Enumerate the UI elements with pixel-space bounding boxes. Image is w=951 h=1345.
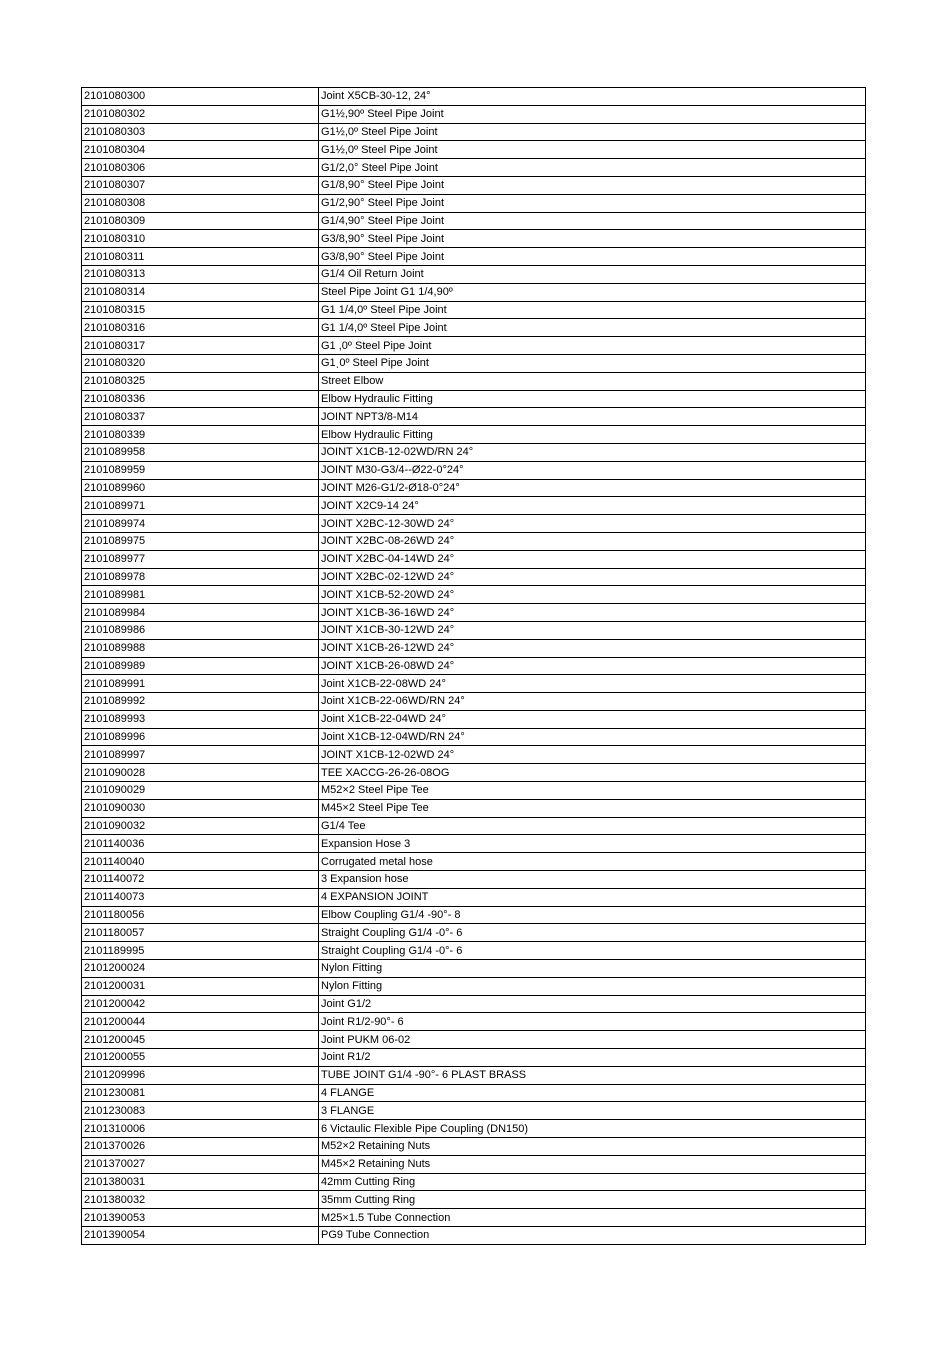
part-description-cell: G1/4 Tee bbox=[319, 817, 866, 835]
table-row bbox=[82, 657, 866, 675]
table-row bbox=[82, 568, 866, 586]
part-description-cell: 6 Victaulic Flexible Pipe Coupling (DN150) bbox=[319, 1120, 866, 1138]
part-code-cell: 2101080302 bbox=[82, 105, 319, 123]
part-code-cell: 2101080310 bbox=[82, 230, 319, 248]
table-row bbox=[82, 497, 866, 515]
part-code-cell: 2101089993 bbox=[82, 710, 319, 728]
table-row bbox=[82, 693, 866, 711]
part-description-cell: 42mm Cutting Ring bbox=[319, 1173, 866, 1191]
part-description-cell: JOINT X2BC-08-26WD 24° bbox=[319, 532, 866, 550]
part-description-cell: Steel Pipe Joint G1 1/4,90º bbox=[319, 283, 866, 301]
part-code-cell: 2101090032 bbox=[82, 817, 319, 835]
part-description-cell: G1½,90º Steel Pipe Joint bbox=[319, 105, 866, 123]
table-row bbox=[82, 88, 866, 106]
part-description-cell: Joint X1CB-22-08WD 24° bbox=[319, 675, 866, 693]
table-row bbox=[82, 728, 866, 746]
part-description-cell: Elbow Hydraulic Fitting bbox=[319, 426, 866, 444]
part-description-cell: G1ͺ0º Steel Pipe Joint bbox=[319, 354, 866, 372]
table-row bbox=[82, 461, 866, 479]
table-row bbox=[82, 586, 866, 604]
part-code-cell: 2101140073 bbox=[82, 888, 319, 906]
part-code-cell: 2101089981 bbox=[82, 586, 319, 604]
part-description-cell: G1 ,0º Steel Pipe Joint bbox=[319, 337, 866, 355]
part-description-cell: Joint PUKM 06-02 bbox=[319, 1031, 866, 1049]
part-description-cell: G3/8,90° Steel Pipe Joint bbox=[319, 230, 866, 248]
part-description-cell: Nylon Fitting bbox=[319, 960, 866, 978]
table-row bbox=[82, 871, 866, 889]
table-row bbox=[82, 230, 866, 248]
part-description-cell: G1/4 Oil Return Joint bbox=[319, 265, 866, 283]
table-row bbox=[82, 319, 866, 337]
part-code-cell: 2101080313 bbox=[82, 265, 319, 283]
part-description-cell: Joint X1CB-12-04WD/RN 24° bbox=[319, 728, 866, 746]
part-code-cell: 2101089988 bbox=[82, 639, 319, 657]
part-description-cell: Street Elbow bbox=[319, 372, 866, 390]
part-description-cell: TUBE JOINT G1/4 -90°- 6 PLAST BRASS bbox=[319, 1066, 866, 1084]
part-code-cell: 2101140040 bbox=[82, 853, 319, 871]
part-description-cell: JOINT X1CB-26-12WD 24° bbox=[319, 639, 866, 657]
part-code-cell: 2101080311 bbox=[82, 248, 319, 266]
part-code-cell: 2101080300 bbox=[82, 88, 319, 106]
table-row bbox=[82, 1084, 866, 1102]
table-row bbox=[82, 888, 866, 906]
part-code-cell: 2101080337 bbox=[82, 408, 319, 426]
part-description-cell: Joint R1/2-90°- 6 bbox=[319, 1013, 866, 1031]
table-row bbox=[82, 390, 866, 408]
part-code-cell: 2101200031 bbox=[82, 977, 319, 995]
part-description-cell: JOINT M30-G3/4--Ø22-0°24° bbox=[319, 461, 866, 479]
part-description-cell: M25×1.5 Tube Connection bbox=[319, 1209, 866, 1227]
part-description-cell: Joint G1/2 bbox=[319, 995, 866, 1013]
part-code-cell: 2101080325 bbox=[82, 372, 319, 390]
part-description-cell: G1½,0º Steel Pipe Joint bbox=[319, 141, 866, 159]
table-row bbox=[82, 639, 866, 657]
table-row bbox=[82, 853, 866, 871]
part-description-cell: Joint R1/2 bbox=[319, 1049, 866, 1067]
part-code-cell: 2101089977 bbox=[82, 550, 319, 568]
part-description-cell: Joint X5CB-30-12, 24° bbox=[319, 88, 866, 106]
part-code-cell: 2101080304 bbox=[82, 141, 319, 159]
part-description-cell: 3 Expansion hose bbox=[319, 871, 866, 889]
part-code-cell: 2101089984 bbox=[82, 604, 319, 622]
part-description-cell: G1 1/4,0º Steel Pipe Joint bbox=[319, 301, 866, 319]
part-description-cell: TEE XACCG-26-26-08OG bbox=[319, 764, 866, 782]
part-description-cell: JOINT X1CB-12-02WD/RN 24° bbox=[319, 443, 866, 461]
part-code-cell: 2101090028 bbox=[82, 764, 319, 782]
table-row bbox=[82, 408, 866, 426]
table-row bbox=[82, 265, 866, 283]
table-row bbox=[82, 479, 866, 497]
part-code-cell: 2101080316 bbox=[82, 319, 319, 337]
part-code-cell: 2101180056 bbox=[82, 906, 319, 924]
part-description-cell: G1/2,0° Steel Pipe Joint bbox=[319, 159, 866, 177]
table-row bbox=[82, 248, 866, 266]
table-row bbox=[82, 924, 866, 942]
table-row bbox=[82, 1209, 866, 1227]
part-code-cell: 2101090030 bbox=[82, 799, 319, 817]
part-description-cell: G1/2,90° Steel Pipe Joint bbox=[319, 194, 866, 212]
table-row bbox=[82, 212, 866, 230]
table-row bbox=[82, 1173, 866, 1191]
table-row bbox=[82, 1138, 866, 1156]
part-code-cell: 2101089992 bbox=[82, 693, 319, 711]
table-row bbox=[82, 1031, 866, 1049]
part-description-cell: G1/4,90° Steel Pipe Joint bbox=[319, 212, 866, 230]
part-code-cell: 2101080306 bbox=[82, 159, 319, 177]
part-description-cell: G3/8,90° Steel Pipe Joint bbox=[319, 248, 866, 266]
table-row bbox=[82, 1049, 866, 1067]
part-description-cell: G1/8,90° Steel Pipe Joint bbox=[319, 176, 866, 194]
table-row bbox=[82, 515, 866, 533]
table-row bbox=[82, 1066, 866, 1084]
part-description-cell: Nylon Fitting bbox=[319, 977, 866, 995]
table-row bbox=[82, 782, 866, 800]
part-code-cell: 2101080308 bbox=[82, 194, 319, 212]
part-code-cell: 2101089991 bbox=[82, 675, 319, 693]
part-description-cell: JOINT X1CB-30-12WD 24° bbox=[319, 621, 866, 639]
table-row bbox=[82, 604, 866, 622]
part-code-cell: 2101200042 bbox=[82, 995, 319, 1013]
table-row bbox=[82, 532, 866, 550]
table-row bbox=[82, 960, 866, 978]
part-code-cell: 2101080314 bbox=[82, 283, 319, 301]
table-row bbox=[82, 1013, 866, 1031]
part-code-cell: 2101209996 bbox=[82, 1066, 319, 1084]
table-row bbox=[82, 621, 866, 639]
part-description-cell: M52×2 Retaining Nuts bbox=[319, 1138, 866, 1156]
part-description-cell: PG9 Tube Connection bbox=[319, 1227, 866, 1245]
part-code-cell: 2101080309 bbox=[82, 212, 319, 230]
table-row bbox=[82, 301, 866, 319]
part-code-cell: 2101080307 bbox=[82, 176, 319, 194]
part-description-cell: Joint X1CB-22-04WD 24° bbox=[319, 710, 866, 728]
table-row bbox=[82, 283, 866, 301]
part-code-cell: 2101380031 bbox=[82, 1173, 319, 1191]
part-code-cell: 2101089996 bbox=[82, 728, 319, 746]
part-description-cell: G1½,0º Steel Pipe Joint bbox=[319, 123, 866, 141]
table-row bbox=[82, 817, 866, 835]
table-row bbox=[82, 977, 866, 995]
part-code-cell: 2101080339 bbox=[82, 426, 319, 444]
table-row bbox=[82, 906, 866, 924]
part-description-cell: Expansion Hose 3 bbox=[319, 835, 866, 853]
part-description-cell: 4 FLANGE bbox=[319, 1084, 866, 1102]
table-row bbox=[82, 1227, 866, 1245]
table-row bbox=[82, 710, 866, 728]
table-row bbox=[82, 675, 866, 693]
table-row bbox=[82, 105, 866, 123]
part-code-cell: 2101370026 bbox=[82, 1138, 319, 1156]
part-code-cell: 2101080320 bbox=[82, 354, 319, 372]
table-row bbox=[82, 354, 866, 372]
table-row bbox=[82, 835, 866, 853]
part-code-cell: 2101200044 bbox=[82, 1013, 319, 1031]
table-row bbox=[82, 159, 866, 177]
part-description-cell: JOINT X2BC-12-30WD 24° bbox=[319, 515, 866, 533]
part-code-cell: 2101080303 bbox=[82, 123, 319, 141]
part-code-cell: 2101390054 bbox=[82, 1227, 319, 1245]
part-description-cell: Straight Coupling G1/4 -0°- 6 bbox=[319, 924, 866, 942]
part-code-cell: 2101080315 bbox=[82, 301, 319, 319]
part-description-cell: Corrugated metal hose bbox=[319, 853, 866, 871]
part-description-cell: JOINT X1CB-26-08WD 24° bbox=[319, 657, 866, 675]
part-code-cell: 2101089974 bbox=[82, 515, 319, 533]
part-description-cell: JOINT X1CB-12-02WD 24° bbox=[319, 746, 866, 764]
part-description-cell: JOINT X1CB-52-20WD 24° bbox=[319, 586, 866, 604]
part-code-cell: 2101080317 bbox=[82, 337, 319, 355]
part-code-cell: 2101089971 bbox=[82, 497, 319, 515]
part-description-cell: M45×2 Steel Pipe Tee bbox=[319, 799, 866, 817]
part-description-cell: M45×2 Retaining Nuts bbox=[319, 1155, 866, 1173]
table-row bbox=[82, 1191, 866, 1209]
part-description-cell: 35mm Cutting Ring bbox=[319, 1191, 866, 1209]
part-code-cell: 2101089989 bbox=[82, 657, 319, 675]
table-row bbox=[82, 1120, 866, 1138]
part-code-cell: 2101089960 bbox=[82, 479, 319, 497]
part-code-cell: 2101140072 bbox=[82, 871, 319, 889]
part-description-cell: M52×2 Steel Pipe Tee bbox=[319, 782, 866, 800]
part-code-cell: 2101089959 bbox=[82, 461, 319, 479]
table-row bbox=[82, 337, 866, 355]
part-description-cell: JOINT X1CB-36-16WD 24° bbox=[319, 604, 866, 622]
part-code-cell: 2101180057 bbox=[82, 924, 319, 942]
table-row bbox=[82, 194, 866, 212]
table-row bbox=[82, 995, 866, 1013]
part-description-cell: G1 1/4,0º Steel Pipe Joint bbox=[319, 319, 866, 337]
part-code-cell: 2101089978 bbox=[82, 568, 319, 586]
table-row bbox=[82, 176, 866, 194]
table-row bbox=[82, 1155, 866, 1173]
part-description-cell: Straight Coupling G1/4 -0°- 6 bbox=[319, 942, 866, 960]
part-code-cell: 2101310006 bbox=[82, 1120, 319, 1138]
part-code-cell: 2101200024 bbox=[82, 960, 319, 978]
table-row bbox=[82, 123, 866, 141]
table-row bbox=[82, 1102, 866, 1120]
part-description-cell: JOINT X2BC-02-12WD 24° bbox=[319, 568, 866, 586]
part-description-cell: JOINT X2BC-04-14WD 24° bbox=[319, 550, 866, 568]
table-row bbox=[82, 799, 866, 817]
part-code-cell: 2101089958 bbox=[82, 443, 319, 461]
part-code-cell: 2101230083 bbox=[82, 1102, 319, 1120]
part-code-cell: 2101089986 bbox=[82, 621, 319, 639]
part-code-cell: 2101090029 bbox=[82, 782, 319, 800]
part-code-cell: 2101189995 bbox=[82, 942, 319, 960]
part-description-cell: JOINT NPT3/8-M14 bbox=[319, 408, 866, 426]
part-description-cell: JOINT X2C9-14 24° bbox=[319, 497, 866, 515]
table-row bbox=[82, 426, 866, 444]
part-code-cell: 2101390053 bbox=[82, 1209, 319, 1227]
parts-table-body bbox=[82, 88, 866, 1245]
part-description-cell: JOINT M26-G1/2-Ø18-0°24° bbox=[319, 479, 866, 497]
table-row bbox=[82, 746, 866, 764]
parts-table bbox=[81, 87, 866, 1245]
part-description-cell: 3 FLANGE bbox=[319, 1102, 866, 1120]
table-row bbox=[82, 141, 866, 159]
part-description-cell: Elbow Hydraulic Fitting bbox=[319, 390, 866, 408]
table-row bbox=[82, 443, 866, 461]
part-code-cell: 2101080336 bbox=[82, 390, 319, 408]
part-code-cell: 2101370027 bbox=[82, 1155, 319, 1173]
part-description-cell: 4 EXPANSION JOINT bbox=[319, 888, 866, 906]
part-code-cell: 2101089997 bbox=[82, 746, 319, 764]
part-code-cell: 2101380032 bbox=[82, 1191, 319, 1209]
table-row bbox=[82, 550, 866, 568]
part-code-cell: 2101230081 bbox=[82, 1084, 319, 1102]
part-description-cell: Elbow Coupling G1/4 -90°- 8 bbox=[319, 906, 866, 924]
part-description-cell: Joint X1CB-22-06WD/RN 24° bbox=[319, 693, 866, 711]
part-code-cell: 2101089975 bbox=[82, 532, 319, 550]
part-code-cell: 2101200055 bbox=[82, 1049, 319, 1067]
table-row bbox=[82, 372, 866, 390]
part-code-cell: 2101140036 bbox=[82, 835, 319, 853]
table-row bbox=[82, 764, 866, 782]
part-code-cell: 2101200045 bbox=[82, 1031, 319, 1049]
table-row bbox=[82, 942, 866, 960]
